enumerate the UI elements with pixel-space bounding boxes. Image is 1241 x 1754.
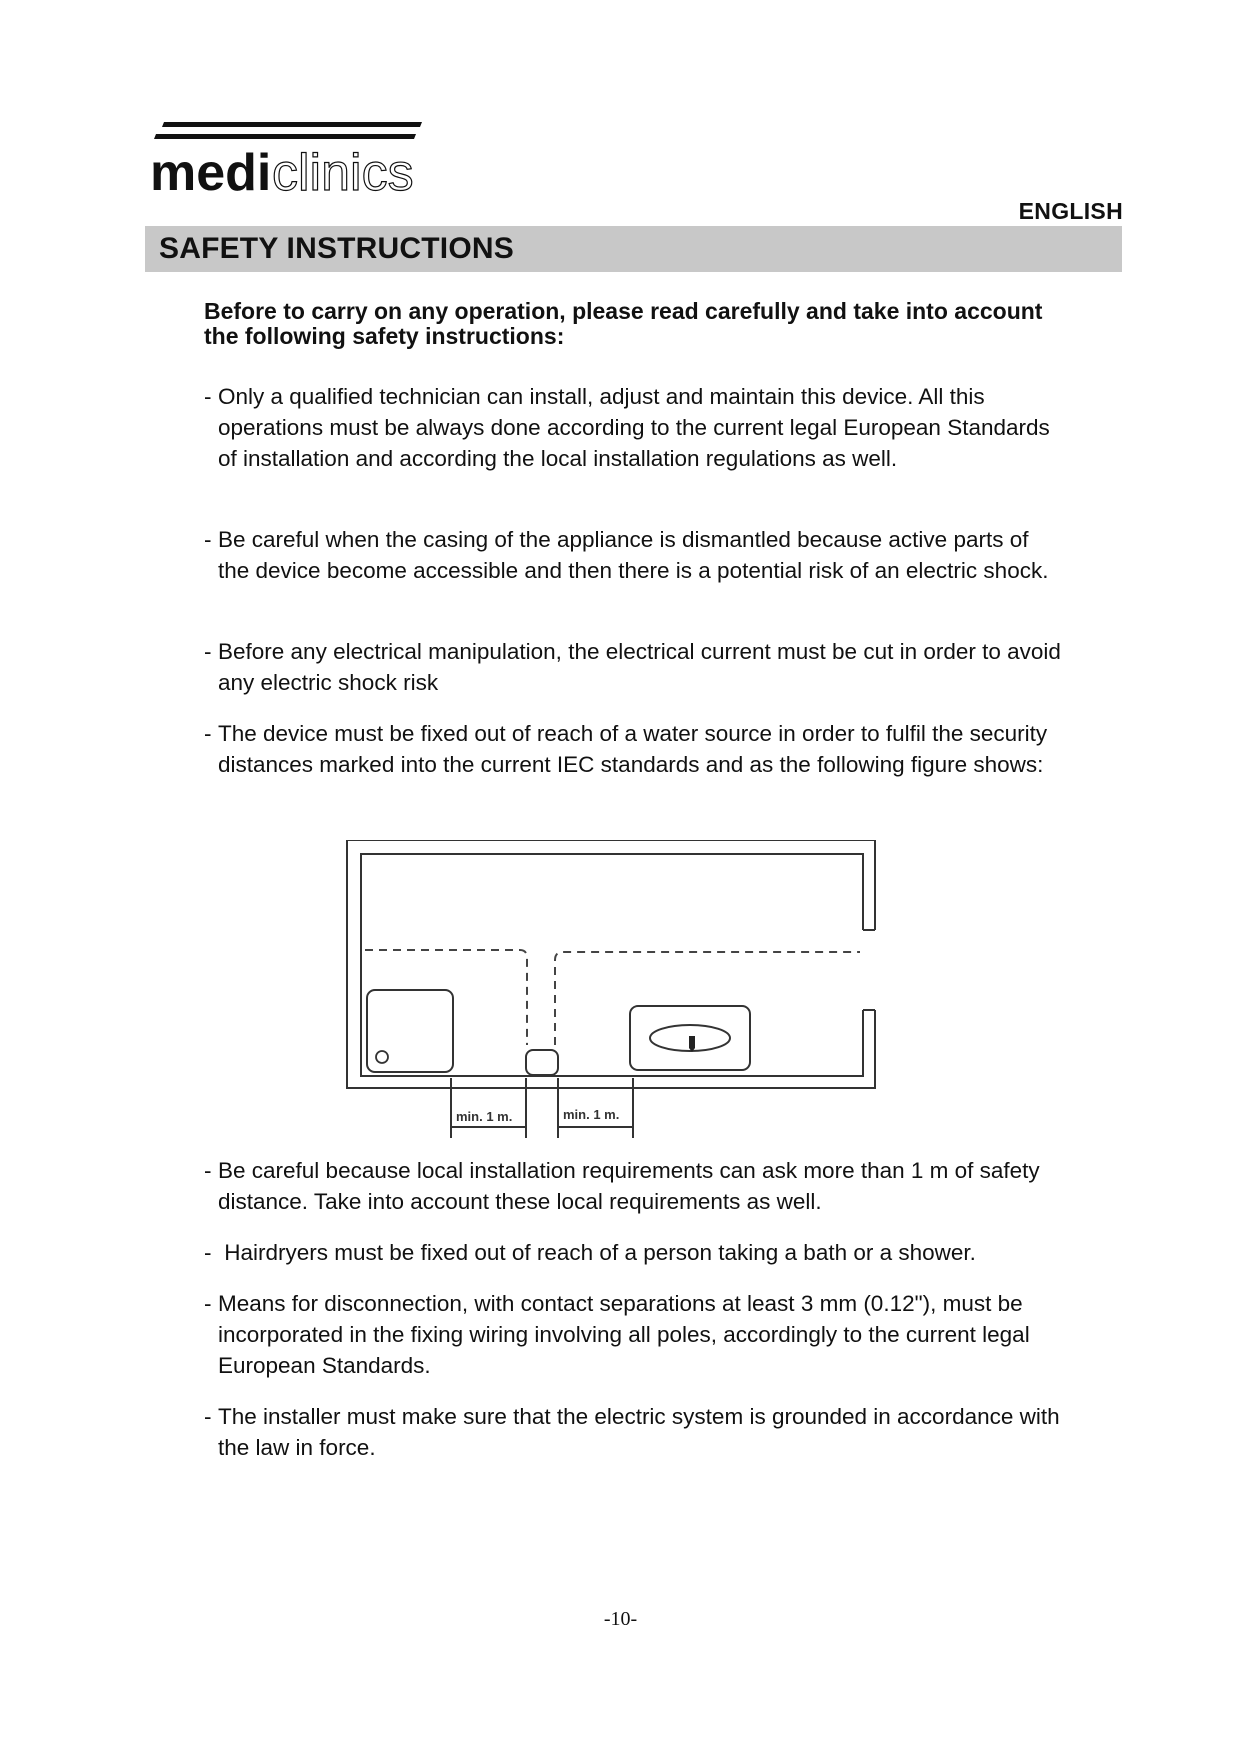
bullet-dash: -: [204, 1404, 212, 1429]
instruction-text: Hairdryers must be fixed out of reach of a person taking a bath or a shower.: [218, 1240, 976, 1265]
bullet-dash: -: [204, 1240, 212, 1265]
bullet-dash: -: [204, 527, 212, 552]
room-outline: [347, 840, 875, 1088]
zone-boundary-lines: [365, 950, 860, 1045]
instruction-item: [204, 636, 1064, 698]
logo-text-bold: medi: [150, 144, 272, 198]
page-number: -10-: [603, 1608, 638, 1630]
mediclinics-logo: [150, 118, 430, 198]
instruction-text: The device must be fixed out of reach of a water source in order to fulfil the security distances marked into the current IEC standards and as the following figure shows:: [218, 721, 1048, 777]
language-label: ENGLISH: [1018, 198, 1123, 224]
instruction-text: The installer must make sure that the electric system is grounded in accordance with the law in force.: [218, 1404, 1060, 1460]
room-inner-outline: [361, 854, 863, 1076]
bullet-dash: -: [204, 639, 212, 664]
instruction-item: [204, 524, 1064, 586]
section-title: SAFETY INSTRUCTIONS: [159, 232, 514, 265]
instruction-text: Only a qualified technician can install, adjust and maintain this device. All this operations must be always done according to the current legal European Standards of installation and according the local installation regulations as well.: [218, 384, 1050, 471]
instruction-item: [204, 1237, 1064, 1268]
instruction-text: Before any electrical manipulation, the electrical current must be cut in order to avoid any electric shock risk: [218, 639, 1061, 695]
instruction-item: [204, 1155, 1064, 1217]
instruction-item: [204, 718, 1064, 780]
instruction-text: Means for disconnection, with contact separations at least 3 mm (0.12"), must be incorporated in the fixing wiring involving all poles, accordingly to the current legal European Standards.: [218, 1291, 1030, 1378]
instruction-item: [204, 1288, 1064, 1381]
shower-tray: [367, 990, 453, 1072]
instruction-item: [204, 1401, 1064, 1463]
bullet-dash: -: [204, 1158, 212, 1183]
instruction-text: Be careful because local installation requirements can ask more than 1 m of safety distance. Take into account these local requirements as well.: [218, 1158, 1040, 1214]
logo-text-light: clinics: [272, 144, 414, 198]
safety-distance-diagram: [345, 840, 885, 1145]
bullet-dash: -: [204, 1291, 212, 1316]
section-banner: [145, 226, 1122, 272]
hairdryer-device: [526, 1050, 558, 1075]
intro-text: Before to carry on any operation, please read carefully and take into account the following safety instructions:: [204, 298, 1043, 349]
bullet-dash: -: [204, 384, 212, 409]
bullet-dash: -: [204, 721, 212, 746]
instruction-item: [204, 381, 1064, 474]
instruction-text: Be careful when the casing of the appliance is dismantled because active parts of the device become accessible and then there is a potential risk of an electric shock.: [218, 527, 1049, 583]
distance-label-left: min. 1 m.: [456, 1109, 513, 1124]
faucet-icon: [689, 1036, 695, 1052]
distance-label-right: min. 1 m.: [563, 1107, 620, 1122]
drain-icon: [376, 1051, 388, 1063]
